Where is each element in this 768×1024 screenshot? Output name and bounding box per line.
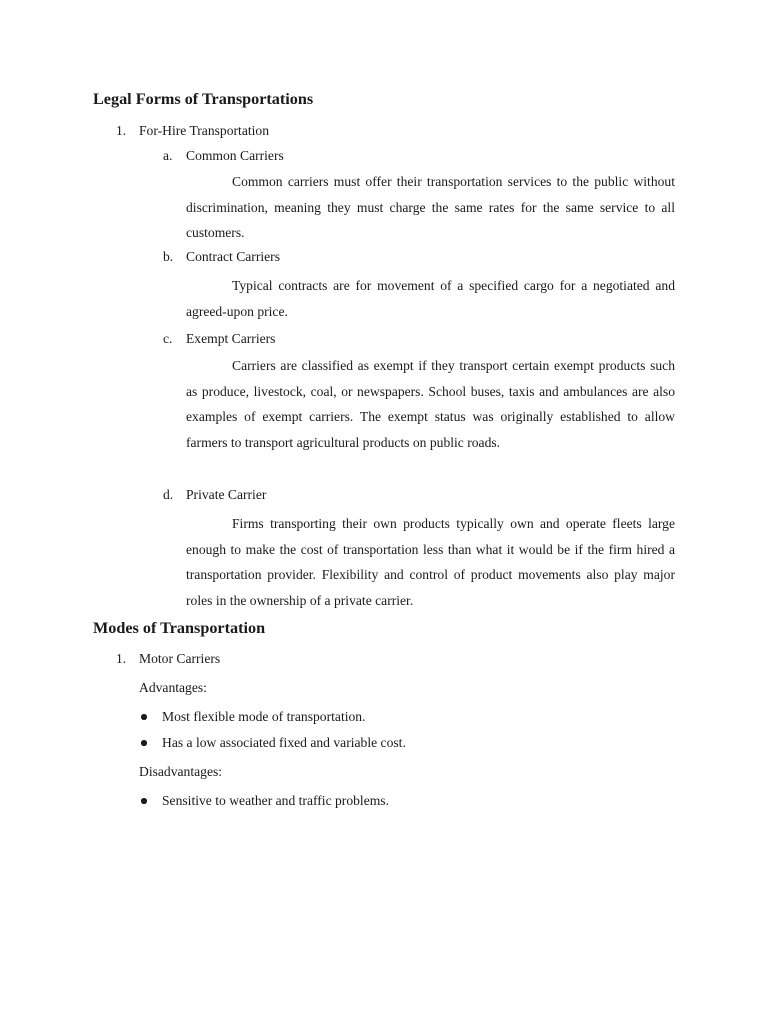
disadvantages-label: Disadvantages:: [139, 764, 223, 779]
advantages-label: Advantages:: [139, 680, 207, 695]
sublist-item-body: Common carriers must offer their transportation services to the public without discrimination, meaning they must charge the same rates for the same service to all customers.: [186, 174, 675, 240]
list-number: 1.: [116, 123, 127, 138]
sublist-item-title: Contract Carriers: [186, 249, 280, 264]
bullet-item: Most flexible mode of transportation.: [162, 709, 366, 724]
sublist-letter: a.: [163, 148, 173, 163]
sublist-item-body: Carriers are classified as exempt if they transport certain exempt products such as produce, livestock, coal, or newspapers. School buses, taxis and ambulances are also examples of exempt carriers. The exempt status was originally established to allow farmers to transport agricultural products on public roads.: [186, 358, 675, 450]
sublist-letter: b.: [163, 249, 174, 264]
list-number: 1.: [116, 651, 127, 666]
section-heading-modes: Modes of Transportation: [93, 619, 266, 637]
sublist-item-title: Common Carriers: [186, 148, 284, 163]
bullet-item: Sensitive to weather and traffic problems.: [162, 793, 389, 808]
sublist-letter: c.: [163, 331, 173, 346]
sublist-item-body: Firms transporting their own products typically own and operate fleets large enough to make the cost of transportation less than what it would be if the firm hired a transportation provider. Flexibility and control of product movements also play major roles in the ownership of a private carrier.: [186, 516, 675, 608]
list-item-title: For-Hire Transportation: [139, 123, 269, 138]
list-item-title: Motor Carriers: [139, 651, 221, 666]
section-heading-legal-forms: Legal Forms of Transportations: [93, 90, 314, 108]
bullet-icon: [141, 714, 147, 720]
sublist-letter: d.: [163, 487, 174, 502]
bullet-item: Has a low associated fixed and variable cost.: [162, 735, 406, 750]
bullet-icon: [141, 740, 147, 746]
bullet-icon: [141, 798, 147, 804]
sublist-item-body: Typical contracts are for movement of a specified cargo for a negotiated and agreed-upon price.: [186, 278, 675, 319]
sublist-item-title: Exempt Carriers: [186, 331, 276, 346]
sublist-item-title: Private Carrier: [186, 487, 267, 502]
